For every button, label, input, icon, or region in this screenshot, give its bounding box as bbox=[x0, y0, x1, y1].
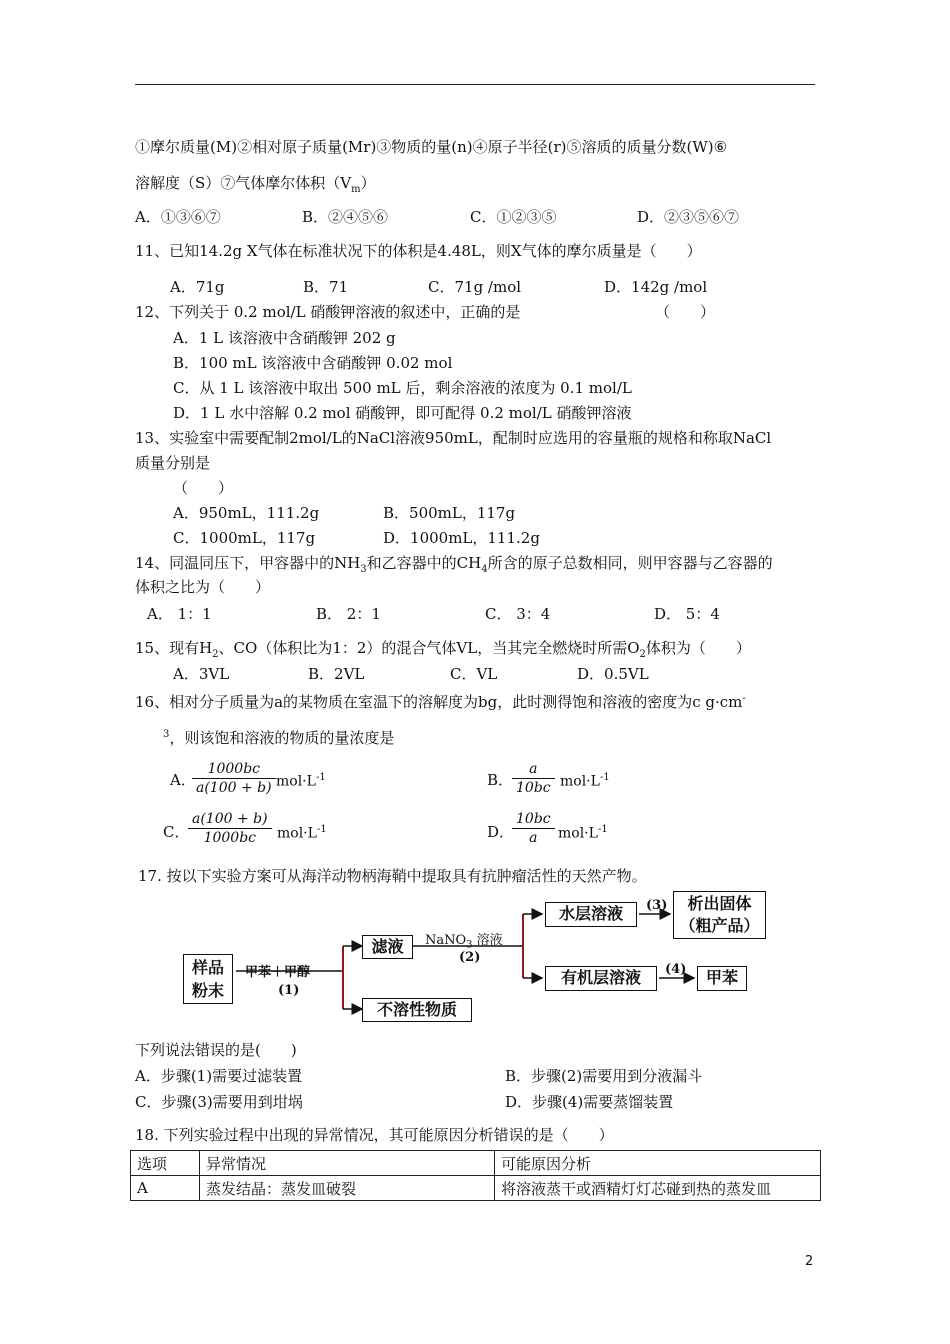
flow-aqueous-box: 水层溶液 bbox=[545, 902, 637, 927]
q11-option-b: B．71 bbox=[303, 278, 349, 296]
q11-option-c: C．71g /mol bbox=[428, 278, 522, 296]
q17-option-c: C．步骤(3)需要用到坩埚 bbox=[135, 1093, 303, 1111]
q17-option-b: B．步骤(2)需要用到分液漏斗 bbox=[505, 1067, 703, 1085]
flow-sample-box: 样品 粉末 bbox=[183, 954, 233, 1004]
q16-option-b-label: B． bbox=[487, 771, 514, 789]
q16-option-d-label: D． bbox=[487, 823, 515, 841]
q15-option-a: A．3VL bbox=[173, 665, 230, 683]
q16-b-denominator: 10bc bbox=[516, 780, 551, 796]
q13-option-b: B．500mL，117g bbox=[383, 504, 516, 522]
table-row bbox=[131, 1176, 821, 1201]
q14-option-d: D． 5：4 bbox=[654, 605, 720, 623]
q16-a-numerator: 1000bc bbox=[207, 761, 261, 777]
flow-solid-box: 析出固体 （粗产品） bbox=[673, 891, 766, 939]
q18-stem: 18. 下列实验过程中出现的异常情况，其可能原因分析错误的是（ ） bbox=[135, 1126, 614, 1144]
q14-option-b: B． 2：1 bbox=[316, 605, 381, 623]
flow-step3: (3) bbox=[646, 898, 668, 913]
q16-c-unit: $mol\cdot L^{-1}$ bbox=[277, 824, 327, 842]
flow-insoluble-box: 不溶性物质 bbox=[362, 998, 472, 1022]
flow-reagent1: 甲苯＋甲醇 bbox=[245, 965, 311, 980]
q16-a-unit: $mol\cdot L^{-1}$ bbox=[276, 772, 326, 790]
q11-option-d: D．142g /mol bbox=[604, 278, 708, 296]
q16-d-numerator: 10bc bbox=[516, 811, 551, 827]
table-cell: A bbox=[131, 1176, 200, 1201]
q16-b-unit: $mol\cdot L^{-1}$ bbox=[560, 772, 610, 790]
q10-option-d: D．②③⑤⑥⑦ bbox=[637, 208, 740, 226]
flow-filtrate-box: 滤液 bbox=[362, 935, 413, 959]
q14-option-c: C． 3：4 bbox=[485, 605, 551, 623]
q13-stem-line1: 13、实验室中需要配制2mol/L的NaCl溶液950mL，配制时应选用的容量瓶的规格和称取NaCl bbox=[135, 429, 772, 447]
q13-option-d: D．1000mL，111.2g bbox=[383, 529, 540, 547]
q11-stem: 11、已知14.2g X气体在标准状况下的体积是4.48L，则X气体的摩尔质量是（ ） bbox=[135, 242, 702, 260]
q12-option-d: D．1 L 水中溶解 0.2 mol 硝酸钾，即可配得 0.2 mol/L 硝酸钾溶液 bbox=[173, 404, 632, 422]
q17-stem: 17. 按以下实验方案可从海洋动物柄海鞘中提取具有抗肿瘤活性的天然产物。 bbox=[138, 867, 647, 885]
q16-d-unit: $mol\cdot L^{-1}$ bbox=[558, 824, 608, 842]
q13-stem-line2: 质量分别是 bbox=[135, 454, 211, 472]
flow-organic-box: 有机层溶液 bbox=[545, 966, 657, 991]
q12-stem: 12、下列关于 0.2 mol/L 硝酸钾溶液的叙述中，正确的是 bbox=[135, 303, 521, 321]
q13-option-a: A．950mL，111.2g bbox=[173, 504, 320, 522]
q17-option-d: D．步骤(4)需要蒸馏装置 bbox=[505, 1093, 674, 1111]
q12-blank: （ ） bbox=[655, 303, 716, 321]
q16-option-c-label: C． bbox=[163, 823, 190, 841]
table-header-cell: 选项 bbox=[131, 1151, 200, 1176]
q16-option-a-label: A． bbox=[170, 771, 196, 789]
q15-stem: 15、现有$H_2$、CO（体积比为1：2）的混合气体VL，当其完全燃烧时所需$O_2$体积为（ ） bbox=[135, 639, 751, 660]
q18-table bbox=[130, 1150, 821, 1201]
flow-step2: (2) bbox=[459, 950, 481, 965]
flow-toluene-box: 甲苯 bbox=[697, 966, 747, 991]
q17-question: 下列说法错误的是( ) bbox=[135, 1041, 297, 1059]
flow-step1: (1) bbox=[278, 983, 300, 998]
q16-b-numerator: a bbox=[529, 761, 538, 777]
table-cell: 蒸发结晶：蒸发皿破裂 bbox=[200, 1176, 495, 1201]
flow-step4: (4) bbox=[665, 962, 687, 977]
q16-d-denominator: a bbox=[529, 830, 538, 846]
q15-option-b: B．2VL bbox=[308, 665, 365, 683]
q12-option-a: A．1 L 该溶液中含硝酸钾 202 g bbox=[173, 329, 396, 347]
q10-items-line2: 溶解度（S）⑦气体摩尔体积$(V_m)$ bbox=[135, 174, 376, 195]
table-header-cell: 可能原因分析 bbox=[495, 1151, 821, 1176]
q10-option-c: C．①②③⑤ bbox=[470, 208, 557, 226]
q17-option-a: A．步骤(1)需要过滤装置 bbox=[135, 1067, 303, 1085]
table-header-cell: 异常情况 bbox=[200, 1151, 495, 1176]
flow-reagent2: NaNO$_3$ 溶液 bbox=[425, 933, 503, 951]
q10-option-b: B．②④⑤⑥ bbox=[302, 208, 389, 226]
q16-c-denominator: 1000bc bbox=[203, 830, 257, 846]
q12-option-b: B．100 mL 该溶液中含硝酸钾 0.02 mol bbox=[173, 354, 453, 372]
q12-option-c: C．从 1 L 该溶液中取出 500 mL 后，剩余溶液的浓度为 0.1 mol/L bbox=[173, 379, 632, 397]
q16-a-denominator: a(100 + b) bbox=[196, 780, 272, 796]
q15-option-d: D．0.5VL bbox=[577, 665, 649, 683]
q14-stem-line2: 体积之比为（ ） bbox=[135, 578, 271, 596]
q10-option-a: A．①③⑥⑦ bbox=[135, 208, 221, 226]
q16-stem-line1: 16、相对分子质量为a的某物质在室温下的溶解度为bg，此时测得饱和溶液的密度为c g·cm- bbox=[135, 693, 746, 711]
q11-option-a: A．71g bbox=[170, 278, 225, 296]
q13-blank: （ ） bbox=[173, 479, 234, 497]
table-header-row bbox=[131, 1151, 821, 1176]
table-cell: 将溶液蒸干或酒精灯灯芯碰到热的蒸发皿 bbox=[495, 1176, 821, 1201]
q14-option-a: A． 1：1 bbox=[147, 605, 212, 623]
q16-stem-line2: $^3$，则该饱和溶液的物质的量浓度是 bbox=[163, 729, 395, 747]
page-number: 2 bbox=[805, 1254, 814, 1269]
q10-items-line1: ①摩尔质量(M)②相对原子质量(Mr)③物质的量(n)④原子半径(r)⑤溶质的质量分数(W)⑥ bbox=[135, 138, 728, 156]
q14-stem-line1: 14、同温同压下，甲容器中的$NH_3$和乙容器中的$CH_4$所含的原子总数相同，则甲容器与乙容器的 bbox=[135, 554, 773, 575]
q15-option-c: C．VL bbox=[450, 665, 498, 683]
q16-c-numerator: a(100 + b) bbox=[192, 811, 268, 827]
q13-option-c: C．1000mL，117g bbox=[173, 529, 316, 547]
